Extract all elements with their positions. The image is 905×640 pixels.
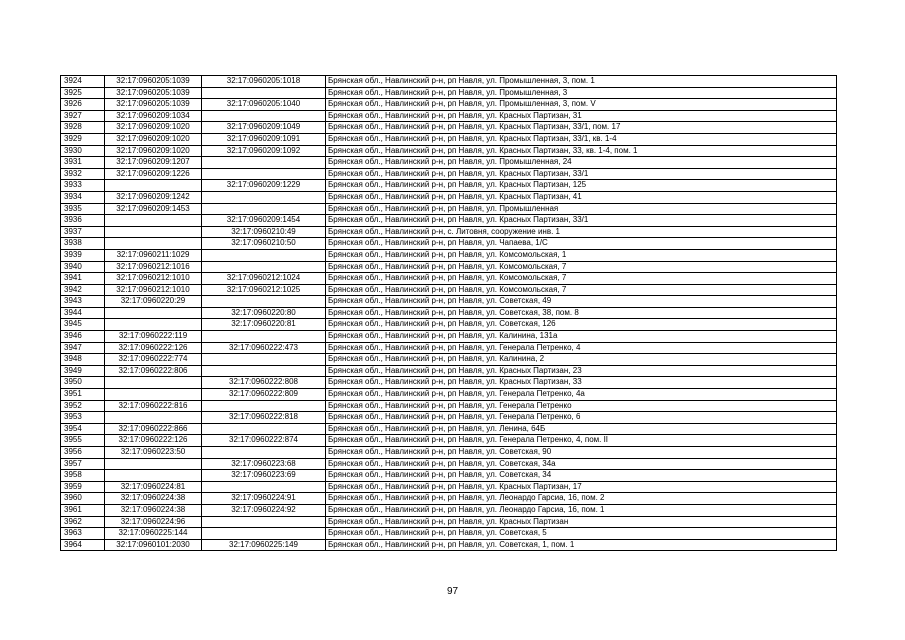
address-cell: Брянская обл., Навлинский р-н, рп Навля, ул. Красных Партизан, 33/1, кв. 1-4 [326,133,837,145]
address-cell: Брянская обл., Навлинский р-н, рп Навля, ул. Комсомольская, 7 [326,284,837,296]
row-number-cell: 3943 [61,296,105,308]
address-cell: Брянская обл., Навлинский р-н, рп Навля, ул. Советская, 49 [326,296,837,308]
address-cell: Брянская обл., Навлинский р-н, рп Навля, ул. Комсомольская, 7 [326,273,837,285]
parcel-cadastral-cell: 32:17:0960209:1020 [105,122,202,134]
parcel-cadastral-cell: 32:17:0960222:119 [105,331,202,343]
address-cell: Брянская обл., Навлинский р-н, рп Навля, ул. Красных Партизан, 41 [326,191,837,203]
parcel-cadastral-cell: 32:17:0960209:1453 [105,203,202,215]
parcel-cadastral-cell [105,215,202,227]
parcel-cadastral-cell: 32:17:0960209:1020 [105,133,202,145]
address-cell: Брянская обл., Навлинский р-н, рп Навля, ул. Советская, 34а [326,458,837,470]
object-cadastral-cell: 32:17:0960212:1025 [202,284,326,296]
table-row [61,307,837,319]
table-row [61,226,837,238]
row-number-cell: 3960 [61,493,105,505]
row-number-cell: 3938 [61,238,105,250]
object-cadastral-cell [202,157,326,169]
parcel-cadastral-cell: 32:17:0960224:81 [105,481,202,493]
table-row [61,458,837,470]
row-number-cell: 3936 [61,215,105,227]
address-cell: Брянская обл., Навлинский р-н, рп Навля, ул. Красных Партизан, 23 [326,365,837,377]
table-row [61,191,837,203]
row-number-cell: 3926 [61,99,105,111]
table-row [61,447,837,459]
row-number-cell: 3927 [61,110,105,122]
object-cadastral-cell [202,203,326,215]
parcel-cadastral-cell: 32:17:0960224:38 [105,493,202,505]
object-cadastral-cell [202,400,326,412]
row-number-cell: 3952 [61,400,105,412]
parcel-cadastral-cell: 32:17:0960225:144 [105,528,202,540]
parcel-cadastral-cell: 32:17:0960220:29 [105,296,202,308]
row-number-cell: 3950 [61,377,105,389]
address-cell: Брянская обл., Навлинский р-н, рп Навля, ул. Красных Партизан, 33/1 [326,215,837,227]
address-cell: Брянская обл., Навлинский р-н, рп Навля, ул. Промышленная [326,203,837,215]
address-cell: Брянская обл., Навлинский р-н, рп Навля, ул. Промышленная, 3, пом. V [326,99,837,111]
row-number-cell: 3935 [61,203,105,215]
row-number-cell: 3951 [61,389,105,401]
table-row [61,354,837,366]
table-row [61,110,837,122]
object-cadastral-cell: 32:17:0960212:1024 [202,273,326,285]
row-number-cell: 3948 [61,354,105,366]
table-row [61,319,837,331]
table-row [61,157,837,169]
table-row [61,365,837,377]
object-cadastral-cell [202,528,326,540]
object-cadastral-cell: 32:17:0960210:49 [202,226,326,238]
records-table [60,75,837,551]
table-row [61,470,837,482]
parcel-cadastral-cell [105,458,202,470]
row-number-cell: 3944 [61,307,105,319]
table-row [61,180,837,192]
row-number-cell: 3930 [61,145,105,157]
row-number-cell: 3956 [61,447,105,459]
table-row [61,168,837,180]
table-row [61,389,837,401]
address-cell: Брянская обл., Навлинский р-н, рп Навля, ул. Калинина, 2 [326,354,837,366]
object-cadastral-cell [202,331,326,343]
address-cell: Брянская обл., Навлинский р-н, рп Навля, ул. Красных Партизан, 17 [326,481,837,493]
table-row [61,342,837,354]
table-row [61,203,837,215]
object-cadastral-cell [202,516,326,528]
row-number-cell: 3933 [61,180,105,192]
table-row [61,99,837,111]
parcel-cadastral-cell: 32:17:0960224:96 [105,516,202,528]
address-cell: Брянская обл., Навлинский р-н, рп Навля, ул. Чапаева, 1/С [326,238,837,250]
object-cadastral-cell: 32:17:0960209:1091 [202,133,326,145]
object-cadastral-cell: 32:17:0960222:809 [202,389,326,401]
row-number-cell: 3947 [61,342,105,354]
table-row [61,423,837,435]
address-cell: Брянская обл., Навлинский р-н, рп Навля, ул. Ленина, 64Б [326,423,837,435]
row-number-cell: 3941 [61,273,105,285]
table-row [61,412,837,424]
parcel-cadastral-cell [105,319,202,331]
table-row [61,122,837,134]
address-cell: Брянская обл., Навлинский р-н, рп Навля, ул. Советская, 34 [326,470,837,482]
object-cadastral-cell: 32:17:0960209:1092 [202,145,326,157]
object-cadastral-cell: 32:17:0960220:80 [202,307,326,319]
object-cadastral-cell [202,249,326,261]
object-cadastral-cell [202,261,326,273]
object-cadastral-cell [202,481,326,493]
row-number-cell: 3928 [61,122,105,134]
row-number-cell: 3962 [61,516,105,528]
object-cadastral-cell [202,87,326,99]
address-cell: Брянская обл., Навлинский р-н, рп Навля, ул. Леонардо Гарсиа, 16, пом. 2 [326,493,837,505]
row-number-cell: 3963 [61,528,105,540]
object-cadastral-cell: 32:17:0960209:1454 [202,215,326,227]
address-cell: Брянская обл., Навлинский р-н, рп Навля, ул. Советская, 126 [326,319,837,331]
row-number-cell: 3953 [61,412,105,424]
table-row [61,377,837,389]
object-cadastral-cell: 32:17:0960224:91 [202,493,326,505]
row-number-cell: 3937 [61,226,105,238]
row-number-cell: 3949 [61,365,105,377]
parcel-cadastral-cell: 32:17:0960222:806 [105,365,202,377]
object-cadastral-cell [202,168,326,180]
parcel-cadastral-cell: 32:17:0960222:126 [105,435,202,447]
table-row [61,273,837,285]
row-number-cell: 3959 [61,481,105,493]
table-row [61,133,837,145]
parcel-cadastral-cell: 32:17:0960211:1029 [105,249,202,261]
address-cell: Брянская обл., Навлинский р-н, рп Навля, ул. Калинина, 131а [326,331,837,343]
object-cadastral-cell: 32:17:0960209:1049 [202,122,326,134]
row-number-cell: 3945 [61,319,105,331]
parcel-cadastral-cell [105,389,202,401]
object-cadastral-cell [202,447,326,459]
address-cell: Брянская обл., Навлинский р-н, рп Навля, ул. Промышленная, 24 [326,157,837,169]
row-number-cell: 3924 [61,76,105,88]
address-cell: Брянская обл., Навлинский р-н, рп Навля, ул. Комсомольская, 1 [326,249,837,261]
object-cadastral-cell: 32:17:0960222:473 [202,342,326,354]
parcel-cadastral-cell [105,180,202,192]
row-number-cell: 3958 [61,470,105,482]
table-row [61,516,837,528]
object-cadastral-cell [202,354,326,366]
parcel-cadastral-cell: 32:17:0960212:1010 [105,273,202,285]
address-cell: Брянская обл., Навлинский р-н, рп Навля, ул. Генерала Петренко, 4а [326,389,837,401]
parcel-cadastral-cell [105,470,202,482]
parcel-cadastral-cell: 32:17:0960209:1242 [105,191,202,203]
object-cadastral-cell: 32:17:0960220:81 [202,319,326,331]
parcel-cadastral-cell: 32:17:0960209:1020 [105,145,202,157]
row-number-cell: 3946 [61,331,105,343]
parcel-cadastral-cell: 32:17:0960223:50 [105,447,202,459]
table-row [61,284,837,296]
parcel-cadastral-cell: 32:17:0960205:1039 [105,76,202,88]
object-cadastral-cell: 32:17:0960205:1040 [202,99,326,111]
object-cadastral-cell [202,423,326,435]
address-cell: Брянская обл., Навлинский р-н, рп Навля, ул. Красных Партизан, 31 [326,110,837,122]
parcel-cadastral-cell: 32:17:0960101:2030 [105,539,202,551]
table-row [61,87,837,99]
row-number-cell: 3931 [61,157,105,169]
parcel-cadastral-cell: 32:17:0960205:1039 [105,87,202,99]
table-row [61,400,837,412]
row-number-cell: 3932 [61,168,105,180]
table-row [61,238,837,250]
address-cell: Брянская обл., Навлинский р-н, рп Навля, ул. Леонардо Гарсиа, 16, пом. 1 [326,504,837,516]
object-cadastral-cell: 32:17:0960222:808 [202,377,326,389]
address-cell: Брянская обл., Навлинский р-н, рп Навля, ул. Красных Партизан, 33, кв. 1-4, пом. 1 [326,145,837,157]
address-cell: Брянская обл., Навлинский р-н, рп Навля, ул. Красных Партизан, 33 [326,377,837,389]
row-number-cell: 3957 [61,458,105,470]
table-row [61,493,837,505]
table-body [61,76,837,551]
object-cadastral-cell [202,365,326,377]
object-cadastral-cell: 32:17:0960224:92 [202,504,326,516]
address-cell: Брянская обл., Навлинский р-н, рп Навля, ул. Советская, 1, пом. 1 [326,539,837,551]
address-cell: Брянская обл., Навлинский р-н, рп Навля, ул. Генерала Петренко [326,400,837,412]
parcel-cadastral-cell [105,377,202,389]
table-row [61,249,837,261]
table-row [61,296,837,308]
parcel-cadastral-cell: 32:17:0960209:1226 [105,168,202,180]
row-number-cell: 3939 [61,249,105,261]
address-cell: Брянская обл., Навлинский р-н, рп Навля, ул. Красных Партизан, 33/1 [326,168,837,180]
table-row [61,261,837,273]
parcel-cadastral-cell: 32:17:0960209:1207 [105,157,202,169]
row-number-cell: 3934 [61,191,105,203]
parcel-cadastral-cell: 32:17:0960222:774 [105,354,202,366]
parcel-cadastral-cell [105,238,202,250]
row-number-cell: 3964 [61,539,105,551]
address-cell: Брянская обл., Навлинский р-н, рп Навля, ул. Красных Партизан [326,516,837,528]
object-cadastral-cell: 32:17:0960205:1018 [202,76,326,88]
address-cell: Брянская обл., Навлинский р-н, рп Навля, ул. Генерала Петренко, 4 [326,342,837,354]
address-cell: Брянская обл., Навлинский р-н, рп Навля, ул. Комсомольская, 7 [326,261,837,273]
object-cadastral-cell: 32:17:0960222:818 [202,412,326,424]
parcel-cadastral-cell: 32:17:0960222:866 [105,423,202,435]
object-cadastral-cell: 32:17:0960222:874 [202,435,326,447]
parcel-cadastral-cell [105,226,202,238]
table-row [61,528,837,540]
parcel-cadastral-cell: 32:17:0960222:816 [105,400,202,412]
page-number: 97 [446,586,459,597]
address-cell: Брянская обл., Навлинский р-н, с. Литовня, сооружение инв. 1 [326,226,837,238]
address-cell: Брянская обл., Навлинский р-н, рп Навля, ул. Советская, 90 [326,447,837,459]
address-cell: Брянская обл., Навлинский р-н, рп Навля, ул. Красных Партизан, 33/1, пом. 17 [326,122,837,134]
parcel-cadastral-cell: 32:17:0960209:1034 [105,110,202,122]
table-row [61,331,837,343]
address-cell: Брянская обл., Навлинский р-н, рп Навля, ул. Генерала Петренко, 6 [326,412,837,424]
row-number-cell: 3955 [61,435,105,447]
object-cadastral-cell [202,110,326,122]
object-cadastral-cell: 32:17:0960209:1229 [202,180,326,192]
parcel-cadastral-cell [105,307,202,319]
parcel-cadastral-cell [105,412,202,424]
parcel-cadastral-cell: 32:17:0960222:126 [105,342,202,354]
table-row [61,76,837,88]
table-row [61,145,837,157]
row-number-cell: 3942 [61,284,105,296]
address-cell: Брянская обл., Навлинский р-н, рп Навля, ул. Советская, 5 [326,528,837,540]
object-cadastral-cell: 32:17:0960225:149 [202,539,326,551]
address-cell: Брянская обл., Навлинский р-н, рп Навля, ул. Промышленная, 3, пом. 1 [326,76,837,88]
object-cadastral-cell [202,296,326,308]
object-cadastral-cell: 32:17:0960223:68 [202,458,326,470]
table-row [61,504,837,516]
parcel-cadastral-cell: 32:17:0960212:1016 [105,261,202,273]
parcel-cadastral-cell: 32:17:0960205:1039 [105,99,202,111]
table-row [61,435,837,447]
address-cell: Брянская обл., Навлинский р-н, рп Навля, ул. Промышленная, 3 [326,87,837,99]
parcel-cadastral-cell: 32:17:0960212:1010 [105,284,202,296]
address-cell: Брянская обл., Навлинский р-н, рп Навля, ул. Генерала Петренко, 4, пом. II [326,435,837,447]
object-cadastral-cell [202,191,326,203]
row-number-cell: 3925 [61,87,105,99]
table-row [61,539,837,551]
object-cadastral-cell: 32:17:0960223:69 [202,470,326,482]
row-number-cell: 3929 [61,133,105,145]
object-cadastral-cell: 32:17:0960210:50 [202,238,326,250]
row-number-cell: 3961 [61,504,105,516]
address-cell: Брянская обл., Навлинский р-н, рп Навля, ул. Советская, 38, пом. 8 [326,307,837,319]
address-cell: Брянская обл., Навлинский р-н, рп Навля, ул. Красных Партизан, 125 [326,180,837,192]
table-row [61,481,837,493]
row-number-cell: 3940 [61,261,105,273]
row-number-cell: 3954 [61,423,105,435]
parcel-cadastral-cell: 32:17:0960224:38 [105,504,202,516]
table-row [61,215,837,227]
